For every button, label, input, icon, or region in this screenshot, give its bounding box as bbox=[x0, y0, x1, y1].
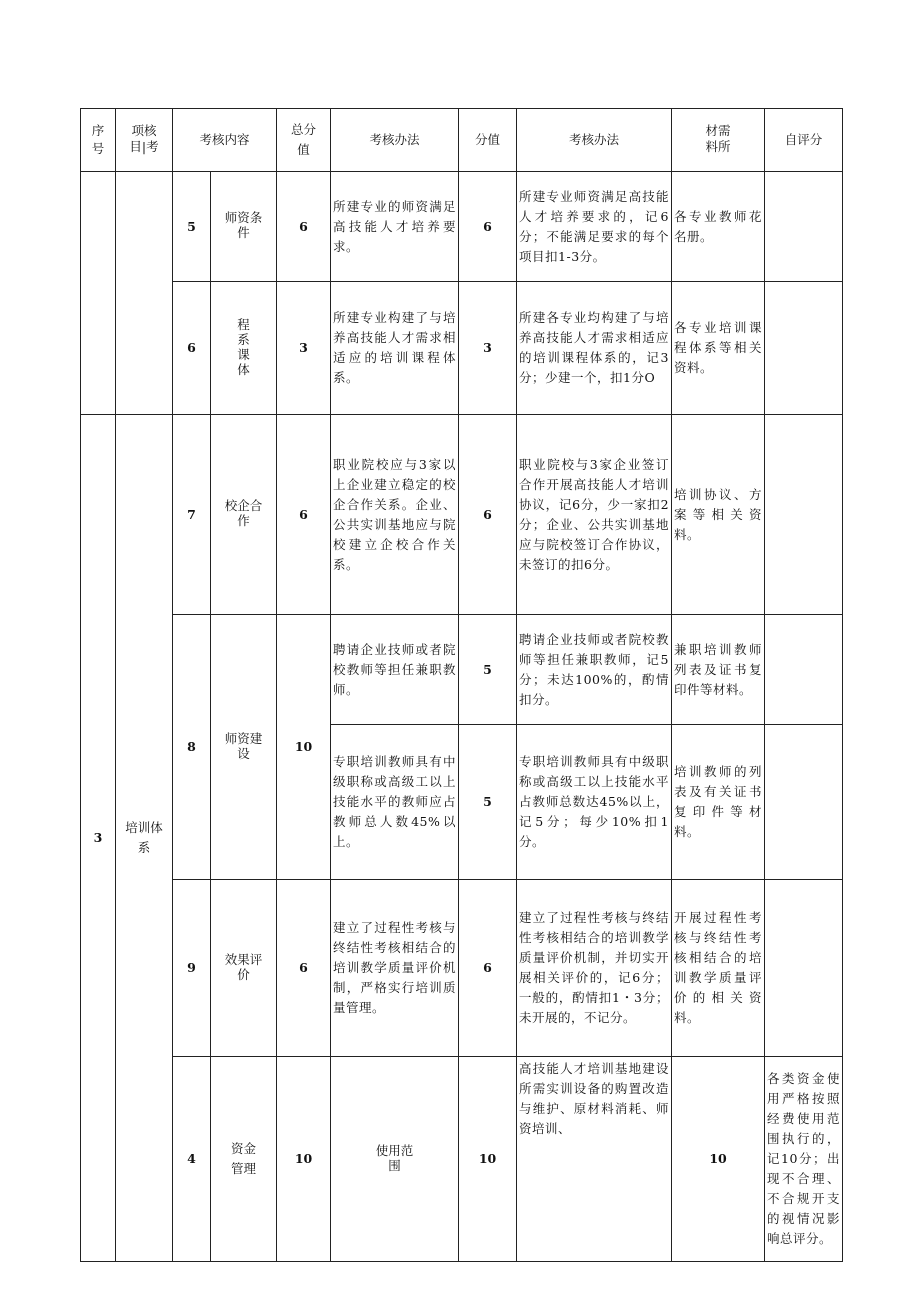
self-score-cell bbox=[765, 172, 843, 282]
header-item: 项核目|考 bbox=[116, 109, 173, 172]
item-materials: 培训协议、方案等相关资料。 bbox=[672, 415, 765, 615]
item-score: 5 bbox=[459, 615, 517, 725]
self-score-cell bbox=[765, 615, 843, 725]
header-self-score: 自评分 bbox=[765, 109, 843, 172]
item-method: 建立了过程性考核与终结性考核相结合的培训教学质量评价机制，严格实行培训质量管理。 bbox=[331, 880, 459, 1057]
header-content: 考核内容 bbox=[173, 109, 277, 172]
item-materials: 兼职培训教师列表及证书复印件等材料。 bbox=[672, 615, 765, 725]
item-materials: 各专业培训课程体系等相关资料。 bbox=[672, 282, 765, 415]
item-method: 职业院校应与3家以上企业建立稳定的校企合作关系。企业、公共实训基地应与院校建立企校合作关系。 bbox=[331, 415, 459, 615]
header-materials: 材需料所 bbox=[672, 109, 765, 172]
item-no: 6 bbox=[173, 282, 211, 415]
item-criteria: 建立了过程性考核与终结性考核相结合的培训教学质量评价机制，并切实开展相关评价的，记6分；一般的，酌情扣1・3分；未开展的，不记分。 bbox=[517, 880, 672, 1057]
item-method: 所建专业的师资满足高技能人才培养要求。 bbox=[331, 172, 459, 282]
header-seq: 序号 bbox=[81, 109, 116, 172]
item-total: 10 bbox=[459, 1057, 517, 1262]
item-method: 聘请企业技师或者院校教师等担任兼职教师。 bbox=[331, 615, 459, 725]
table-row bbox=[81, 415, 843, 615]
table-row bbox=[81, 615, 843, 725]
item-total: 6 bbox=[277, 880, 331, 1057]
item-score: 6 bbox=[459, 415, 517, 615]
item-no: 10 bbox=[277, 1057, 331, 1262]
self-score-cell bbox=[765, 282, 843, 415]
header-method2: 考核办法 bbox=[517, 109, 672, 172]
self-score-cell bbox=[765, 880, 843, 1057]
header-total: 总分值 bbox=[277, 109, 331, 172]
item-method: 专职培训教师具有中级职称或高级工以上技能水平的教师应占教师总人数45%以上。 bbox=[331, 725, 459, 880]
item-score: 5 bbox=[459, 725, 517, 880]
item-criteria: 职业院校与3家企业签订合作开展高技能人才培训协议，记6分，少一家扣2分；企业、公共实训基地应与院校签订合作协议，未签订的扣6分。 bbox=[517, 415, 672, 615]
item-name: 使用范围 bbox=[331, 1057, 459, 1262]
item-no: 9 bbox=[173, 880, 211, 1057]
item-total: 3 bbox=[277, 282, 331, 415]
item-total: 6 bbox=[277, 172, 331, 282]
group-name-empty bbox=[116, 172, 173, 415]
table-row bbox=[81, 282, 843, 415]
group-name: 培训体系 bbox=[116, 415, 173, 1262]
item-no: 5 bbox=[173, 172, 211, 282]
header-row bbox=[81, 109, 843, 172]
group-no: 3 bbox=[81, 415, 116, 1262]
item-method: 所建专业构建了与培养高技能人才需求相适应的培训课程体系。 bbox=[331, 282, 459, 415]
header-score: 分值 bbox=[459, 109, 517, 172]
item-score: 3 bbox=[459, 282, 517, 415]
table-row bbox=[81, 880, 843, 1057]
item-name: 校企合作 bbox=[211, 415, 277, 615]
item-name: 效果评价 bbox=[211, 880, 277, 1057]
item-name: 师资建设 bbox=[211, 615, 277, 880]
table-row bbox=[81, 172, 843, 282]
item-materials: 各专业教师花名册。 bbox=[672, 172, 765, 282]
item-name: 程系课体 bbox=[211, 282, 277, 415]
header-method: 考核办法 bbox=[331, 109, 459, 172]
item-name: 师资条件 bbox=[211, 172, 277, 282]
item-criteria: 所建专业师资满足高技能人才培养要求的，记6分；不能满足要求的每个项目扣1-3分。 bbox=[517, 172, 672, 282]
group-no-empty bbox=[81, 172, 116, 415]
item-total: 10 bbox=[277, 615, 331, 880]
group-no: 4 bbox=[173, 1057, 211, 1262]
item-score: 6 bbox=[459, 880, 517, 1057]
item-materials: 开展过程性考核与终结性考核相结合的培训教学质量评价的相关资料。 bbox=[672, 880, 765, 1057]
item-no: 8 bbox=[173, 615, 211, 880]
item-criteria: 所建各专业均构建了与培养高技能人才需求相适应的培训课程体系的，记3分；少建一个，扣1分O bbox=[517, 282, 672, 415]
evaluation-table bbox=[80, 108, 843, 1262]
item-total: 6 bbox=[277, 415, 331, 615]
item-materials: 培训教师的列表及有关证书复印件等材料。 bbox=[672, 725, 765, 880]
item-no: 7 bbox=[173, 415, 211, 615]
table-row bbox=[81, 1057, 843, 1262]
item-method: 高技能人才培训基地建设所需实训设备的购置改造与维护、原材料消耗、师资培训、 bbox=[517, 1057, 672, 1262]
item-criteria: 专职培训教师具有中级职称或高级工以上技能水平占教师总数达45%以上，记5分；每少10%扣1分。 bbox=[517, 725, 672, 880]
item-criteria: 聘请企业技师或者院校教师等担任兼职教师，记5分；未达100%的，酌情扣分。 bbox=[517, 615, 672, 725]
item-criteria: 各类资金使用严格按照经费使用范围执行的，记10分；出现不合理、不合规开支的视情况影响总评分。 bbox=[765, 1057, 843, 1262]
self-score-cell bbox=[765, 415, 843, 615]
self-score-cell bbox=[765, 725, 843, 880]
group-name: 资金管理 bbox=[211, 1057, 277, 1262]
item-score: 10 bbox=[672, 1057, 765, 1262]
item-score: 6 bbox=[459, 172, 517, 282]
